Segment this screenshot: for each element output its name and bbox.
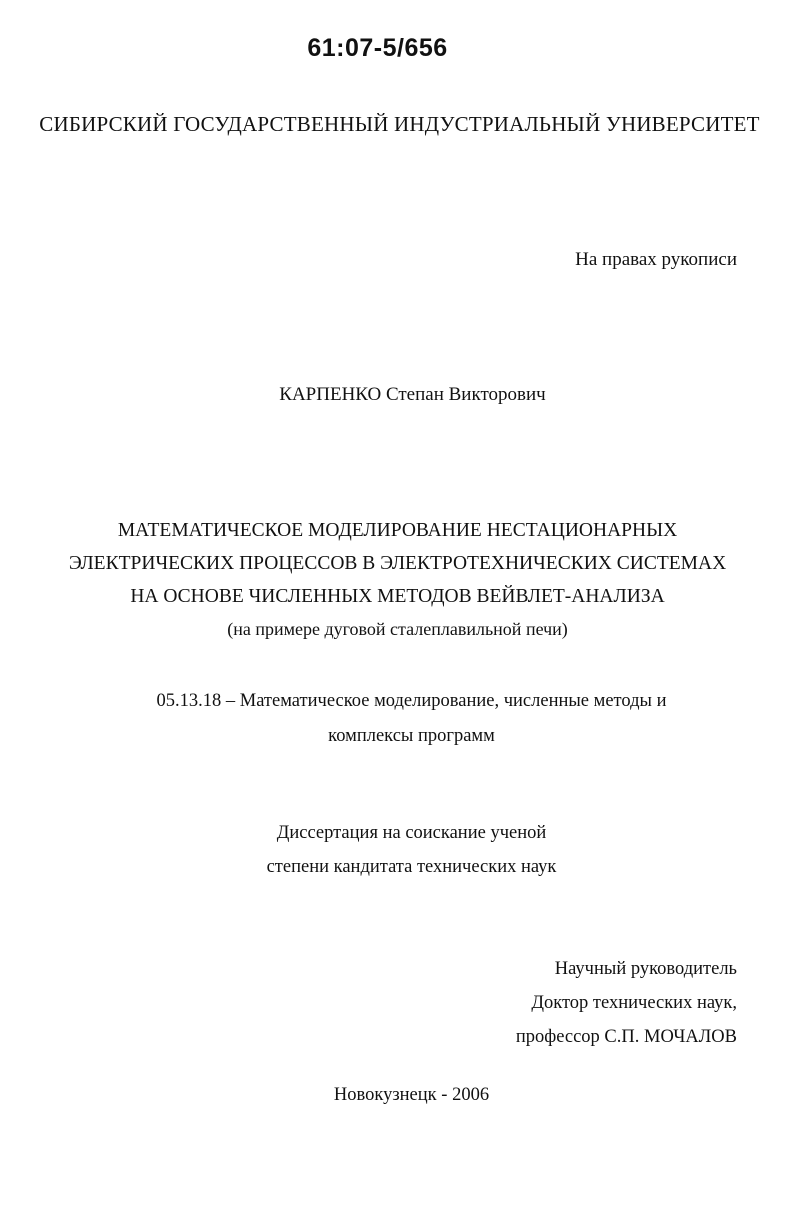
title-line-2: ЭЛЕКТРИЧЕСКИХ ПРОЦЕССОВ В ЭЛЕКТРОТЕХНИЧЕСКИХ СИСТЕМАХ [68,553,727,574]
catalog-stamp: 61:07-5/656 [307,34,448,62]
university-name: СИБИРСКИЙ ГОСУДАРСТВЕННЫЙ ИНДУСТРИАЛЬНЫЙ УНИВЕРСИТЕТ [39,112,760,136]
specialty-line-2: комплексы программ [328,726,495,746]
degree-line-1: Диссертация на соискание ученой [276,823,547,843]
scientific-advisor [516,952,737,1054]
rights-notice: На правах рукописи [575,249,737,270]
dissertation-title [0,514,795,646]
city-year: Новокузнецк - 2006 [333,1085,490,1105]
advisor-degree: Доктор технических наук, [531,993,737,1013]
specialty-code [14,684,795,754]
degree-line-2: степени кандитата технических наук [266,857,557,877]
title-line-3: НА ОСНОВЕ ЧИСЛЕННЫХ МЕТОДОВ ВЕЙВЛЕТ-АНАЛИЗА [130,586,665,607]
degree-statement [14,816,795,884]
title-subtitle: (на примере дуговой сталеплавильной печи) [227,619,568,639]
author-name: КАРПЕНКО Степан Викторович [279,384,546,405]
advisor-name: профессор С.П. МОЧАЛОВ [515,1027,737,1047]
title-line-1: МАТЕМАТИЧЕСКОЕ МОДЕЛИРОВАНИЕ НЕСТАЦИОНАРНЫХ [117,520,678,541]
specialty-line-1: 05.13.18 – Математическое моделирование, численные методы и [156,691,667,711]
advisor-role: Научный руководитель [554,959,737,979]
